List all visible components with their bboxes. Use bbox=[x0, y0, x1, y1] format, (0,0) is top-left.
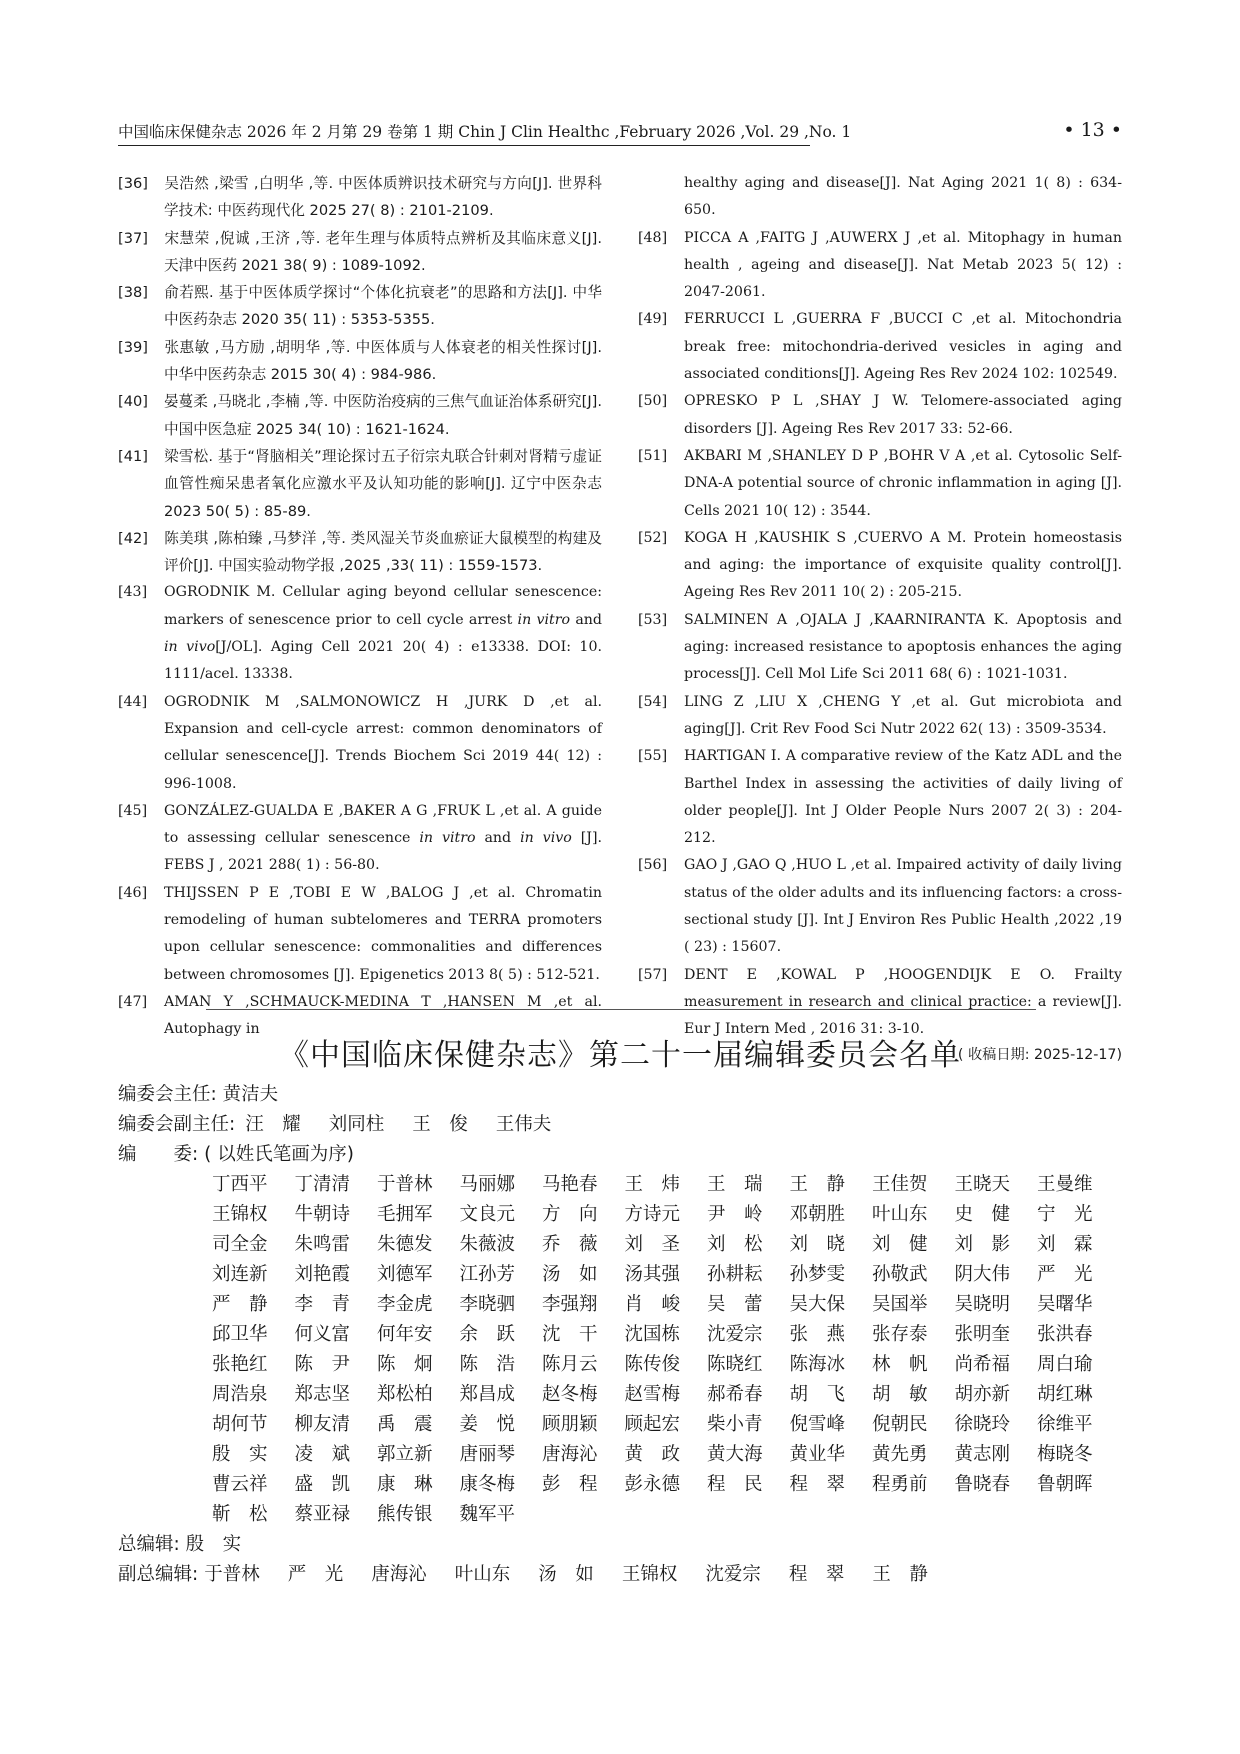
member-name: 余 跃 bbox=[459, 1324, 516, 1345]
member-name: 林 帆 bbox=[872, 1354, 928, 1375]
member-name: 王佳贺 bbox=[872, 1174, 928, 1195]
member-name: 刘德军 bbox=[377, 1264, 433, 1285]
member-name: 朱德发 bbox=[377, 1234, 433, 1255]
reference-number: [37] bbox=[118, 229, 148, 247]
member-name: 盛 凯 bbox=[294, 1474, 351, 1495]
member-name: 严 静 bbox=[212, 1294, 268, 1315]
vice-chair-name: 汪 耀 bbox=[245, 1114, 301, 1135]
member-name: 马丽娜 bbox=[459, 1174, 516, 1195]
reference-text: GAO J ,GAO Q ,HUO L ,et al. Impaired activity of daily living status of the older adults and its influencing factors: a cross-sectional study [J]. Int J Environ Res Public Health ,2022 ,19 ( 23) : 15607. bbox=[684, 857, 1122, 956]
member-name: 吴大保 bbox=[789, 1294, 846, 1315]
member-name: 程勇前 bbox=[872, 1474, 928, 1495]
member-name: 倪雪峰 bbox=[789, 1414, 846, 1435]
reference-number: [46] bbox=[118, 884, 148, 901]
member-name: 康冬梅 bbox=[459, 1474, 516, 1495]
member-name: 徐维平 bbox=[1037, 1414, 1093, 1435]
member-name: 陈晓红 bbox=[707, 1354, 763, 1375]
member-name: 刘连新 bbox=[212, 1264, 268, 1285]
member-name: 尚希福 bbox=[954, 1354, 1011, 1375]
reference-item bbox=[638, 743, 1122, 852]
member-name: 邱卫华 bbox=[212, 1324, 268, 1345]
reference-number: [50] bbox=[638, 393, 668, 410]
member-name: 方诗元 bbox=[624, 1204, 681, 1225]
member-name: 康 琳 bbox=[377, 1474, 433, 1495]
members-label: 编 委: ( 以姓氏笔画为序) bbox=[118, 1144, 354, 1165]
member-name: 沈爱宗 bbox=[707, 1324, 763, 1345]
reference-item bbox=[118, 525, 602, 580]
header-rule bbox=[118, 145, 810, 146]
reference-text: GONZÁLEZ-GUALDA E ,BAKER A G ,FRUK L ,et al. A guide to assessing cellular senescence in vitro and in vivo [J]. FEBS J , 2021 288( 1) : 56-80. bbox=[164, 802, 602, 874]
member-name: 柴小青 bbox=[707, 1414, 763, 1435]
member-name: 郭立新 bbox=[377, 1444, 433, 1465]
member-name: 刘 松 bbox=[707, 1234, 763, 1255]
reference-number: [57] bbox=[638, 966, 668, 983]
member-name: 方 向 bbox=[542, 1204, 598, 1225]
member-name: 彭永德 bbox=[624, 1474, 681, 1495]
member-name: 王 瑞 bbox=[707, 1174, 763, 1195]
member-name: 朱薇波 bbox=[459, 1234, 516, 1255]
member-name: 陈月云 bbox=[542, 1354, 598, 1375]
member-name: 陈海冰 bbox=[789, 1354, 846, 1375]
member-name: 李晓驷 bbox=[459, 1294, 516, 1315]
deputy-editor-name: 汤 如 bbox=[538, 1564, 594, 1585]
member-name: 顾起宏 bbox=[624, 1414, 681, 1435]
deputy-editor-name: 沈爱宗 bbox=[705, 1564, 761, 1585]
editorial-board bbox=[118, 1080, 1128, 1590]
deputy-editor-name: 王 静 bbox=[872, 1564, 928, 1585]
reference-text: OPRESKO P L ,SHAY J W. Telomere-associated aging disorders [J]. Ageing Res Rev 2017 33: 52-66. bbox=[684, 393, 1122, 437]
member-name: 凌 斌 bbox=[294, 1444, 351, 1465]
reference-number: [52] bbox=[638, 529, 668, 546]
reference-number: [48] bbox=[638, 229, 668, 246]
members-list bbox=[118, 1170, 1128, 1530]
member-name: 陈 尹 bbox=[294, 1354, 351, 1375]
member-name: 魏军平 bbox=[459, 1504, 516, 1525]
reference-item bbox=[638, 306, 1122, 388]
reference-item bbox=[118, 279, 602, 334]
reference-text: AMAN Y ,SCHMAUCK-MEDINA T ,HANSEN M ,et al. Autophagy in bbox=[164, 993, 602, 1038]
member-name: 王曼维 bbox=[1037, 1174, 1093, 1195]
member-name: 张洪春 bbox=[1037, 1324, 1093, 1345]
reference-number: [55] bbox=[638, 748, 668, 765]
member-name: 张艳红 bbox=[212, 1354, 268, 1375]
reference-continuation: healthy aging and disease[J]. Nat Aging 2021 1( 8) : 634-650. bbox=[684, 175, 1122, 219]
member-name: 唐海沁 bbox=[542, 1444, 598, 1465]
deputy-editor-name: 严 光 bbox=[287, 1564, 344, 1585]
member-name: 王锦权 bbox=[212, 1204, 268, 1225]
member-name: 徐晓玲 bbox=[954, 1414, 1011, 1435]
reference-item bbox=[638, 525, 1122, 607]
references-right-column bbox=[638, 170, 1122, 1074]
reference-item bbox=[118, 388, 602, 443]
deputy-editors bbox=[118, 1560, 1128, 1590]
vice-chair-name: 刘同柱 bbox=[328, 1114, 385, 1135]
member-name: 牛朝诗 bbox=[294, 1204, 351, 1225]
member-name: 丁清清 bbox=[294, 1174, 351, 1195]
member-name: 刘 霖 bbox=[1037, 1234, 1093, 1255]
reference-number: [47] bbox=[118, 993, 148, 1010]
member-name: 马艳春 bbox=[542, 1174, 598, 1195]
reference-item bbox=[118, 579, 602, 688]
deputy-label: 副总编辑: bbox=[118, 1564, 199, 1585]
member-name: 张存泰 bbox=[872, 1324, 928, 1345]
reference-item bbox=[118, 225, 602, 280]
member-name: 汤其强 bbox=[624, 1264, 681, 1285]
reference-number: [42] bbox=[118, 529, 148, 547]
member-name: 柳友清 bbox=[294, 1414, 351, 1435]
member-name: 赵雪梅 bbox=[624, 1384, 681, 1405]
member-name: 鲁朝晖 bbox=[1037, 1474, 1093, 1495]
reference-number: [36] bbox=[118, 175, 148, 192]
member-name: 毛拥军 bbox=[377, 1204, 433, 1225]
member-name: 郑松柏 bbox=[377, 1384, 433, 1405]
member-name: 孙敬武 bbox=[872, 1264, 928, 1285]
reference-text: LING Z ,LIU X ,CHENG Y ,et al. Gut microbiota and aging[J]. Crit Rev Food Sci Nutr 2022 62( 13) : 3509-3534. bbox=[684, 693, 1122, 737]
member-name: 王 炜 bbox=[624, 1174, 681, 1195]
reference-text: 梁雪松. 基于“肾脑相关”理论探讨五子衍宗丸联合针刺对肾精亏虚证血管性痴呆患者氧化应激水平及认知功能的影响[J]. 辽宁中医杂志 2023 50( 5) : 85-89. bbox=[164, 447, 602, 520]
member-name: 胡 飞 bbox=[789, 1384, 846, 1405]
reference-number: [39] bbox=[118, 338, 148, 356]
member-name: 乔 薇 bbox=[542, 1234, 598, 1255]
reference-item bbox=[118, 334, 602, 389]
reference-number: [56] bbox=[638, 857, 668, 874]
received-date: ( 收稿日期: 2025-12-17) bbox=[957, 1046, 1122, 1063]
section-divider bbox=[206, 1009, 1036, 1010]
board-chair: 编委会主任: 黄洁夫 bbox=[118, 1084, 279, 1105]
reference-text: 张惠敏 ,马方励 ,胡明华 ,等. 中医体质与人体衰老的相关性探讨[J]. 中华中医药杂志 2015 30( 4) : 984-986. bbox=[164, 338, 602, 384]
reference-text: PICCA A ,FAITG J ,AUWERX J ,et al. Mitophagy in human health , ageing and disease[J]. Nat Metab 2023 5( 12) : 2047-2061. bbox=[684, 229, 1122, 301]
member-name: 黄志刚 bbox=[954, 1444, 1011, 1465]
deputy-editor-name: 王锦权 bbox=[621, 1564, 678, 1585]
reference-text: DENT E ,KOWAL P ,HOOGENDIJK E O. Frailty measurement in research and clinical practice: a review[J]. Eur J Intern Med , 2016 31: 3-10. bbox=[684, 966, 1122, 1038]
member-name: 周白瑜 bbox=[1037, 1354, 1093, 1375]
member-name: 刘 健 bbox=[872, 1234, 928, 1255]
member-name: 鲁晓春 bbox=[954, 1474, 1011, 1495]
vice-chair-name: 王伟夫 bbox=[495, 1114, 552, 1135]
reference-item bbox=[118, 443, 602, 525]
journal-header: 中国临床保健杂志 2026 年 2 月第 29 卷第 1 期 Chin J Clin Healthc ,February 2026 ,Vol. 29 ,No. 1 bbox=[118, 123, 852, 141]
reference-number: [49] bbox=[638, 311, 668, 328]
reference-item bbox=[118, 798, 602, 880]
member-name: 刘艳霞 bbox=[294, 1264, 351, 1285]
member-name: 王晓天 bbox=[954, 1174, 1011, 1195]
vice-chair-name: 王 俊 bbox=[412, 1114, 468, 1135]
deputy-editor-name: 叶山东 bbox=[454, 1564, 511, 1585]
reference-text: SALMINEN A ,OJALA J ,KAARNIRANTA K. Apoptosis and aging: increased resistance to apoptosis enhances the aging process[J]. Cell Mol Life Sci 2011 68( 6) : 1021-1031. bbox=[684, 611, 1122, 683]
reference-number: [43] bbox=[118, 584, 148, 601]
member-name: 黄业华 bbox=[789, 1444, 846, 1465]
member-name: 彭 程 bbox=[542, 1474, 598, 1495]
vice-label: 编委会副主任: bbox=[118, 1114, 236, 1135]
reference-number: [40] bbox=[118, 393, 148, 411]
member-name: 禹 震 bbox=[377, 1414, 433, 1435]
member-name: 于普林 bbox=[377, 1174, 433, 1195]
board-title: 《中国临床保健杂志》第二十一届编辑委员会名单 bbox=[279, 1038, 961, 1073]
reference-text: 宋慧荣 ,倪诚 ,王济 ,等. 老年生理与体质特点辨析及其临床意义[J]. 天津中医药 2021 38( 9) : 1089-1092. bbox=[164, 229, 602, 274]
reference-number: [45] bbox=[118, 802, 148, 819]
reference-item bbox=[638, 852, 1122, 961]
reference-text: OGRODNIK M ,SALMONOWICZ H ,JURK D ,et al. Expansion and cell-cycle arrest: common denominators of cellular senescence[J]. Trends Biochem Sci 2019 44( 12) : 996-1008. bbox=[164, 693, 602, 792]
member-name: 黄 政 bbox=[624, 1444, 681, 1465]
reference-item bbox=[118, 170, 602, 225]
editor-in-chief: 总编辑: 殷 实 bbox=[118, 1534, 242, 1555]
member-name: 黄先勇 bbox=[872, 1444, 928, 1465]
member-name: 倪朝民 bbox=[872, 1414, 928, 1435]
references-left-column bbox=[118, 170, 602, 1044]
member-name: 黄大海 bbox=[707, 1444, 763, 1465]
member-name: 程 翠 bbox=[789, 1474, 846, 1495]
member-name: 张 燕 bbox=[789, 1324, 846, 1345]
member-name: 汤 如 bbox=[542, 1264, 598, 1285]
member-name: 吴国举 bbox=[872, 1294, 928, 1315]
reference-text: HARTIGAN I. A comparative review of the Katz ADL and the Barthel Index in assessing the activities of daily living of older people[J]. Int J Older People Nurs 2007 2( 3) : 204-212. bbox=[684, 748, 1122, 847]
reference-text: THIJSSEN P E ,TOBI E W ,BALOG J ,et al. Chromatin remodeling of human subtelomeres and TERRA promoters upon cellular senescence: commonalities and differences between chromosomes [J]. Epigenetics 2013 8( 5) : 512-521. bbox=[164, 884, 602, 983]
member-name: 丁西平 bbox=[212, 1174, 268, 1195]
member-name: 李 青 bbox=[294, 1294, 351, 1315]
reference-text: OGRODNIK M. Cellular aging beyond cellular senescence: markers of senescence prior to cell cycle arrest in vitro and in vivo[J/OL]. Aging Cell 2021 20( 4) : e13338. DOI: 10. 1111/acel. 13338. bbox=[164, 584, 602, 683]
reference-text: KOGA H ,KAUSHIK S ,CUERVO A M. Protein homeostasis and aging: the importance of exquisite quality control[J]. Ageing Res Rev 2011 10( 2) : 205-215. bbox=[684, 529, 1122, 601]
member-name: 刘 影 bbox=[954, 1234, 1011, 1255]
member-name: 赵冬梅 bbox=[542, 1384, 598, 1405]
member-name: 吴曙华 bbox=[1037, 1294, 1093, 1315]
member-name: 陈 浩 bbox=[459, 1354, 516, 1375]
reference-number: [38] bbox=[118, 284, 148, 302]
member-name: 何年安 bbox=[377, 1324, 433, 1345]
member-name: 孙耕耘 bbox=[707, 1264, 763, 1285]
member-name: 梅晓冬 bbox=[1037, 1444, 1093, 1465]
member-name: 史 健 bbox=[954, 1204, 1011, 1225]
reference-number: [54] bbox=[638, 693, 668, 710]
member-name: 陈传俊 bbox=[624, 1354, 681, 1375]
member-name: 吴 蕾 bbox=[707, 1294, 763, 1315]
member-name: 孙梦雯 bbox=[789, 1264, 846, 1285]
member-name: 张明奎 bbox=[954, 1324, 1011, 1345]
deputy-editor-name: 唐海沁 bbox=[371, 1564, 427, 1585]
member-name: 靳 松 bbox=[212, 1504, 268, 1525]
reference-text: AKBARI M ,SHANLEY D P ,BOHR V A ,et al. Cytosolic Self-DNA-A potential source of chronic inflammation in aging [J]. Cells 2021 10( 12) : 3544. bbox=[684, 447, 1122, 519]
member-name: 顾朋颖 bbox=[542, 1414, 598, 1435]
member-name: 姜 悦 bbox=[459, 1414, 516, 1435]
member-name: 刘 圣 bbox=[624, 1234, 681, 1255]
reference-text: 晏蔓柔 ,马晓北 ,李楠 ,等. 中医防治疫病的三焦气血证治体系研究[J]. 中国中医急症 2025 34( 10) : 1621-1624. bbox=[164, 393, 602, 438]
reference-number: [53] bbox=[638, 611, 668, 628]
member-name: 唐丽琴 bbox=[459, 1444, 516, 1465]
member-name: 肖 峻 bbox=[624, 1294, 681, 1315]
board-vice-chairs bbox=[118, 1110, 1128, 1140]
member-name: 程 民 bbox=[707, 1474, 763, 1495]
reference-number: [44] bbox=[118, 693, 148, 710]
member-name: 文良元 bbox=[459, 1204, 516, 1225]
member-name: 殷 实 bbox=[212, 1444, 268, 1465]
member-name: 沈国栋 bbox=[624, 1324, 681, 1345]
reference-text: 吴浩然 ,梁雪 ,白明华 ,等. 中医体质辨识技术研究与方向[J]. 世界科学技术: 中医药现代化 2025 27( 8) : 2101-2109. bbox=[164, 175, 602, 220]
member-name: 熊传银 bbox=[377, 1504, 433, 1525]
member-name: 尹 岭 bbox=[707, 1204, 763, 1225]
reference-item bbox=[118, 880, 602, 989]
member-name: 叶山东 bbox=[872, 1204, 928, 1225]
member-name: 李金虎 bbox=[377, 1294, 433, 1315]
member-name: 吴晓明 bbox=[954, 1294, 1011, 1315]
member-name: 阴大伟 bbox=[954, 1264, 1011, 1285]
member-name: 邓朝胜 bbox=[789, 1204, 846, 1225]
member-name: 江孙芳 bbox=[459, 1264, 516, 1285]
reference-number: [41] bbox=[118, 447, 148, 465]
member-name: 李强翔 bbox=[542, 1294, 598, 1315]
reference-text: 陈美琪 ,陈柏臻 ,马梦洋 ,等. 类风湿关节炎血瘀证大鼠模型的构建及评价[J]. 中国实验动物学报 ,2025 ,33( 11) : 1559-1573. bbox=[164, 529, 602, 575]
member-name: 曹云祥 bbox=[212, 1474, 268, 1495]
member-name: 何义富 bbox=[294, 1324, 351, 1345]
member-name: 沈 干 bbox=[542, 1324, 598, 1345]
member-name: 刘 晓 bbox=[789, 1234, 846, 1255]
member-name: 王 静 bbox=[789, 1174, 846, 1195]
reference-item bbox=[118, 689, 602, 798]
deputy-editor-name: 程 翠 bbox=[788, 1564, 845, 1585]
page-number: • 13 • bbox=[1063, 119, 1122, 141]
reference-text: 俞若熙. 基于中医体质学探讨“个体化抗衰老”的思路和方法[J]. 中华中医药杂志 2020 35( 11) : 5353-5355. bbox=[164, 284, 602, 329]
reference-text: FERRUCCI L ,GUERRA F ,BUCCI C ,et al. Mitochondria break free: mitochondria-derived vesicles in aging and associated conditions[J]. Ageing Res Rev 2024 102: 102549. bbox=[684, 311, 1122, 383]
reference-item bbox=[638, 607, 1122, 689]
member-name: 胡红琳 bbox=[1037, 1384, 1093, 1405]
reference-item bbox=[638, 388, 1122, 443]
running-header bbox=[118, 120, 1122, 144]
member-name: 朱鸣雷 bbox=[294, 1234, 351, 1255]
member-name: 司全金 bbox=[212, 1234, 268, 1255]
reference-item bbox=[638, 689, 1122, 744]
member-name: 郝希春 bbox=[707, 1384, 763, 1405]
reference-item bbox=[638, 225, 1122, 307]
member-name: 宁 光 bbox=[1037, 1204, 1093, 1225]
member-name: 蔡亚禄 bbox=[294, 1504, 351, 1525]
reference-number: [51] bbox=[638, 447, 668, 464]
member-name: 严 光 bbox=[1037, 1264, 1093, 1285]
reference-item bbox=[638, 443, 1122, 525]
member-name: 郑志坚 bbox=[294, 1384, 351, 1405]
member-name: 胡 敏 bbox=[872, 1384, 928, 1405]
member-name: 郑昌成 bbox=[459, 1384, 516, 1405]
member-name: 胡亦新 bbox=[954, 1384, 1011, 1405]
deputy-editor-name: 于普林 bbox=[204, 1564, 260, 1585]
member-name: 周浩泉 bbox=[212, 1384, 268, 1405]
member-name: 陈 炯 bbox=[377, 1354, 433, 1375]
member-name: 胡何节 bbox=[212, 1414, 268, 1435]
